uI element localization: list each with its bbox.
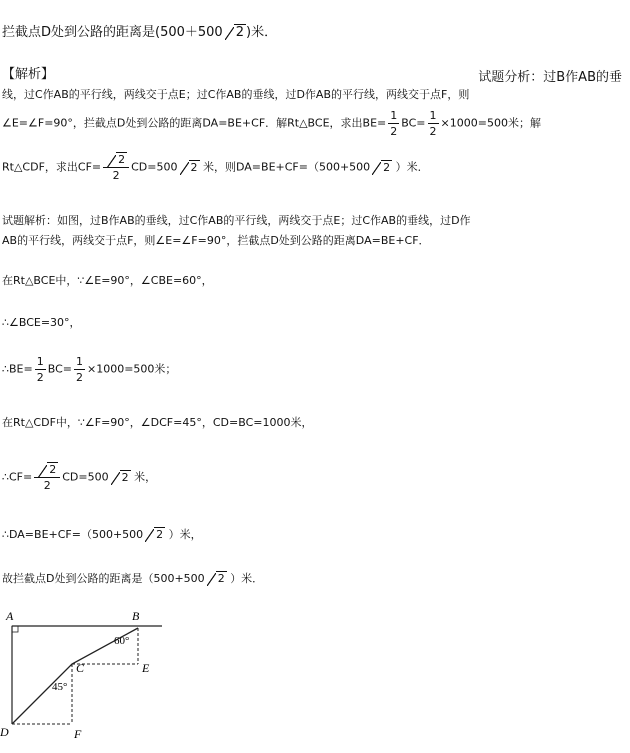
- analysis-line: 线，过C作AB的平行线，两线交于点E；过C作AB的垂线，过D作AB的平行线，两线交于点F，则: [2, 88, 470, 101]
- solution-line: ∴∠BCE=30°，: [2, 316, 81, 329]
- analysis-label: 试题分析：过B作AB的垂: [478, 70, 622, 85]
- answer-line: 拦截点D处到公路的距离是(500＋500 2 )米．: [2, 25, 278, 40]
- analysis-line: Rt△CDF，求出CF= $\frac{2}{2}$ CD=500 2 米，则DA=BE+CF=（500+500 2 ）米．: [2, 153, 429, 182]
- solution-line: ∴CF= $\frac{2}{2}$ CD=500 2 米，: [2, 463, 157, 492]
- sqrt: 2: [225, 24, 246, 42]
- answer-text: 拦截点D处到公路的距离是(500＋500: [2, 25, 223, 40]
- solution-line: 试题解析：如图，过B作AB的垂线，过C作AB的平行线，两线交于点E；过C作AB的垂线，过D作: [2, 214, 471, 227]
- label-B: B: [132, 609, 140, 623]
- solution-line: ∴BE= $\frac{1}{2}$ BC= $\frac{1}{2}$ ×1000=500米；: [2, 355, 177, 384]
- label-E: E: [142, 661, 150, 675]
- angle-45: 45°: [52, 681, 68, 693]
- solution-line: ∴DA=BE+CF=（500+500 2 ）米，: [2, 526, 202, 544]
- solution-line: 故拦截点D处到公路的距离是（500+500 2 ）米．: [2, 570, 263, 588]
- solution-line: 在Rt△BCE中，∵∠E=90°，∠CBE=60°，: [2, 274, 213, 287]
- label-C: C: [76, 661, 85, 675]
- label-F: F: [74, 727, 82, 741]
- angle-60: 60°: [114, 635, 130, 647]
- solution-line: 在Rt△CDF中，∵∠F=90°，∠DCF=45°，CD=BC=1000米，: [2, 416, 313, 429]
- geometry-figure: [0, 608, 170, 753]
- label-A: A: [6, 609, 14, 623]
- solution-line: AB的平行线，两线交于点F，则∠E=∠F=90°，拦截点D处到公路的距离DA=BE+CF．: [2, 234, 430, 247]
- label-D: D: [0, 725, 9, 739]
- right-angle-mark: [12, 626, 18, 632]
- analysis-line: ∠E=∠F=90°，拦截点D处到公路的距离DA=BE+CF．解Rt△BCE，求出BE= $\frac{1}{2}$ BC= $\frac{1}{2}$ ×1000=500米；解: [2, 109, 541, 138]
- analysis-heading: 【解析】: [2, 67, 55, 82]
